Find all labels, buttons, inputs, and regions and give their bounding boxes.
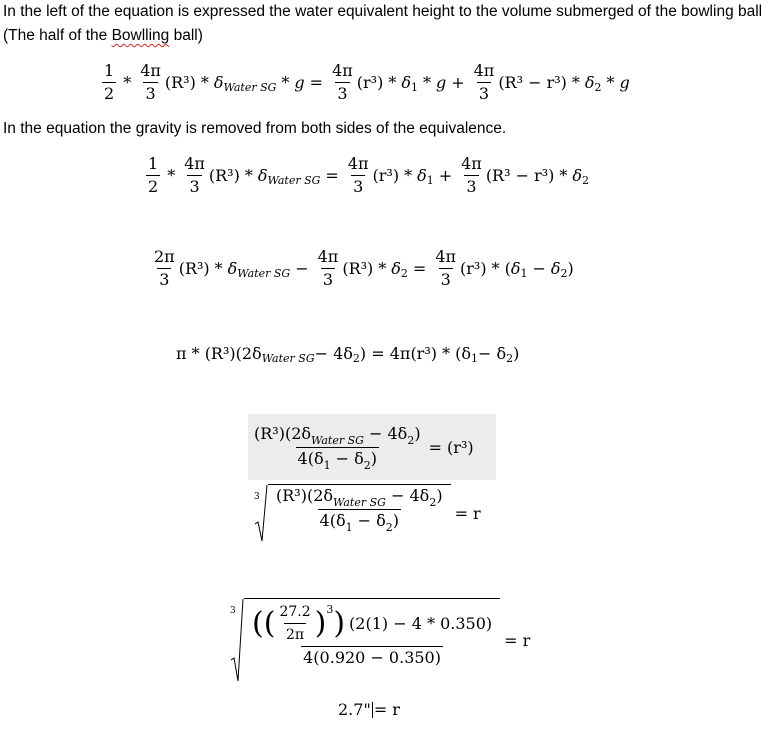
equation-3: $\frac{2\pi}{3}$ (R³) * δ Water SG − $\frac{4\pi}{3}$ (R³) * δ 2 = $\frac{4\pi}{3}$ (r³) * ( δ 1 − δ 2 ) bbox=[154, 247, 574, 289]
equation-6: 3 $\frac{(R^3)(2\delta_{Water SG} - 4\delta_2)}{4(\delta_1 - \delta_2)}$ = r bbox=[254, 484, 481, 542]
equation-1: $\frac{1}{2}$ * $\frac{4\pi}{3}$ (R³) * δ Water SG * g = $\frac{4\pi}{3}$ (r³) * δ 1 * g + $\frac{4\pi}{3}$ (R³ − r³) * δ 2 * g bbox=[104, 61, 630, 103]
misspelled-word[interactable]: Bowlling bbox=[111, 27, 170, 44]
text-cursor bbox=[372, 702, 373, 718]
intro-paragraph bbox=[3, 0, 763, 48]
equation-2: $\frac{1}{2}$ * $\frac{4\pi}{3}$ (R³) * δ Water SG = $\frac{4\pi}{3}$ (r³) * δ 1 + $\frac{4\pi}{3}$ (R³ − r³) * δ 2 bbox=[148, 154, 590, 196]
radical-sign bbox=[254, 484, 268, 542]
fraction-4pi-3: $\frac{4\pi}{3}$ bbox=[140, 61, 161, 103]
cube-root: 3 $\frac{(R^3)(2\delta_{Water SG} - 4\delta_2)}{4(\delta_1 - \delta_2)}$ bbox=[254, 484, 451, 542]
equation-7: 3 ( ( $\frac{27.2}{2\pi}$ ) 3 ) (2(1) − 4 * 0.350) 4(0.920 − 0.350) = r bbox=[230, 598, 530, 682]
equation-4: π * (R³)(2δ Water SG − 4δ 2 ) = 4π(r³) * (δ 1 − δ 2 ) bbox=[176, 344, 520, 365]
cube-root-numeric: 3 ( ( $\frac{27.2}{2\pi}$ ) 3 ) (2(1) − 4 * 0.350) 4(0.920 − 0.350) bbox=[230, 598, 500, 682]
gravity-paragraph: In the equation the gravity is removed from both sides of the equivalence. bbox=[3, 120, 507, 137]
intro-text-a: In the left of the equation is expressed the water equivalent height to the volume submerged of the bowling ball (The half of the bbox=[3, 3, 763, 44]
equation-5: $\frac{(R^3)(2\delta_{Water SG} - 4\delta_2)}{4(\delta_1 - \delta_2)}$ = (r³) bbox=[248, 414, 496, 480]
result-equation: 2.7" = r bbox=[338, 700, 400, 719]
intro-text-b: ball) bbox=[169, 27, 203, 44]
radical-sign-numeric bbox=[230, 598, 244, 682]
fraction-half: $\frac{1}{2}$ bbox=[104, 61, 115, 103]
result-value: 2.7" bbox=[338, 700, 371, 719]
